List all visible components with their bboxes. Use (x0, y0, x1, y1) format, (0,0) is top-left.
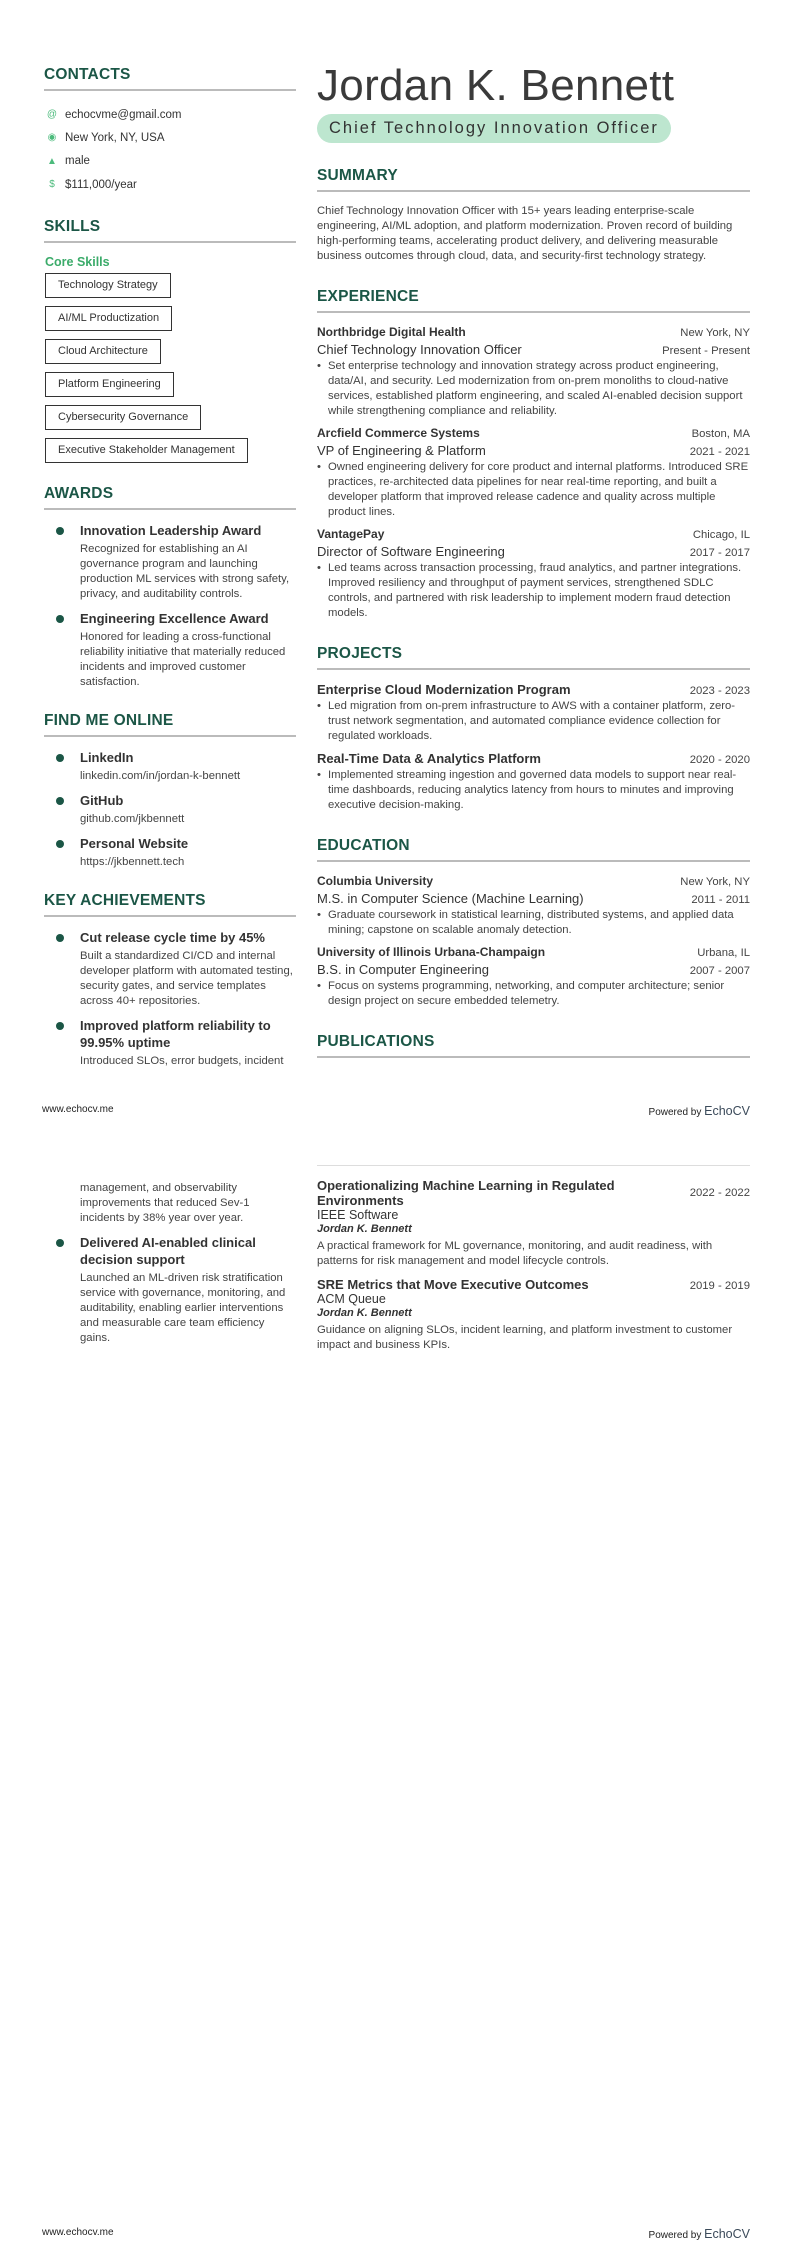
powered-by (649, 2227, 750, 2241)
role: VP of Engineering & Platform (317, 443, 486, 458)
location: Urbana, IL (697, 947, 750, 959)
achievement-desc: Launched an ML-driven risk stratification service with governance, monitoring, and auditability, enabling earlier interventions and measurable care team efficiency gains. (80, 1272, 286, 1344)
dates: 2022 - 2022 (689, 1187, 750, 1199)
skill-tag: Technology Strategy (45, 273, 171, 298)
location: New York, NY (680, 327, 750, 339)
bullet: • Implemented streaming ingestion and governed data models to support near real-time dashboards, reducing analytics latency from hours to minutes and improving executive decision-making. (317, 768, 750, 813)
online-section (44, 712, 296, 870)
skills-section (44, 218, 296, 463)
skill-tag: Cybersecurity Governance (45, 405, 201, 430)
dates: 2021 - 2021 (689, 446, 750, 458)
section-heading: CONTACTS (44, 66, 296, 91)
achievement-title: Cut release cycle time by 45% (80, 930, 265, 946)
venue: ACM Queue (317, 1292, 386, 1306)
section-heading: SKILLS (44, 218, 296, 243)
skill-tag: Executive Stakeholder Management (45, 438, 248, 463)
online-title: Personal Website (80, 836, 189, 852)
publications-section (317, 1033, 750, 1058)
author: Jordan K. Bennett (317, 1223, 412, 1235)
achievements-section (44, 892, 296, 1069)
section-heading: SUMMARY (317, 167, 750, 192)
github-link[interactable]: github.com/jkbennett (80, 813, 185, 826)
publication-title: SRE Metrics that Move Executive Outcomes (317, 1277, 589, 1292)
publication-entry (317, 1277, 750, 1353)
right-column (317, 62, 750, 1070)
bullet-dot-icon (56, 1239, 64, 1247)
summary-section (317, 167, 750, 264)
job-title-badge: Chief Technology Innovation Officer (317, 114, 671, 143)
location: Chicago, IL (692, 529, 750, 541)
powered-label: Powered by (648, 1107, 702, 1118)
brand-link[interactable]: EchoCV (704, 1104, 750, 1118)
footer-site-link[interactable]: www.echocv.me (42, 2227, 114, 2238)
location-text: New York, NY, USA (65, 131, 165, 144)
dates: 2019 - 2019 (689, 1280, 750, 1292)
person-icon: ▲ (47, 155, 57, 167)
dates: 2017 - 2017 (689, 547, 750, 559)
contact-location (44, 126, 296, 149)
contact-gender (44, 150, 296, 173)
award-item (44, 522, 296, 602)
email-link[interactable]: echocvme@gmail.com (65, 108, 182, 121)
section-heading: FIND ME ONLINE (44, 712, 296, 737)
linkedin-link[interactable]: linkedin.com/in/jordan-k-bennett (80, 770, 241, 783)
company: Northbridge Digital Health (317, 325, 466, 339)
award-title: Engineering Excellence Award (80, 611, 269, 627)
online-title: GitHub (80, 793, 124, 809)
degree: M.S. in Computer Science (Machine Learning) (317, 891, 584, 906)
project-title: Enterprise Cloud Modernization Program (317, 682, 571, 697)
right-column (317, 1165, 750, 1361)
achievement-desc: Introduced SLOs, error budgets, incident (80, 1055, 284, 1068)
online-title: LinkedIn (80, 750, 134, 766)
publication-entry (317, 1178, 750, 1269)
education-entry (317, 945, 750, 1009)
gender-text: male (65, 155, 90, 168)
left-column (44, 1178, 296, 1354)
dates: 2011 - 2011 (691, 894, 750, 906)
education-section (317, 837, 750, 1009)
school: Columbia University (317, 874, 434, 888)
school: University of Illinois Urbana-Champaign (317, 945, 546, 959)
section-heading: PUBLICATIONS (317, 1033, 750, 1058)
awards-section (44, 485, 296, 690)
degree: B.S. in Computer Engineering (317, 962, 489, 977)
publication-desc: Guidance on aligning SLOs, incident learning, and platform investment to customer impact and business KPIs. (317, 1324, 733, 1351)
skill-tag: Platform Engineering (45, 372, 174, 397)
bullet-dot-icon (56, 840, 64, 848)
location: Boston, MA (691, 428, 750, 440)
contact-email (44, 103, 296, 126)
achievement-desc: Built a standardized CI/CD and internal developer platform with automated testing, security gates, and service templates across 40+ repositories. (80, 950, 293, 1008)
page-footer (42, 2227, 750, 2241)
award-title: Innovation Leadership Award (80, 523, 262, 539)
education-entry (317, 874, 750, 938)
contacts-section (44, 66, 296, 196)
divider (317, 1165, 750, 1166)
location-pin-icon: ◉ (47, 132, 57, 144)
experience-entry (317, 527, 750, 621)
location: New York, NY (680, 876, 750, 888)
award-item (44, 610, 296, 690)
project-entry (317, 682, 750, 744)
at-icon: @ (46, 109, 58, 121)
contact-salary (44, 173, 296, 196)
achievement-title: Delivered AI-enabled clinical decision support (80, 1235, 256, 1267)
website-link[interactable]: https://jkbennett.tech (80, 856, 185, 869)
company: VantagePay (317, 527, 385, 541)
achievement-item (44, 1234, 296, 1346)
author: Jordan K. Bennett (317, 1307, 412, 1319)
bullet: • Set enterprise technology and innovation strategy across product engineering, data/AI, and security. Led modernization from on-prem monoliths to cloud-native services, established platform engineering, and scaled AI-enabled decision support while strengthening compliance and reliability. (317, 359, 750, 419)
project-title: Real-Time Data & Analytics Platform (317, 751, 541, 766)
salary-text: $111,000/year (65, 178, 137, 191)
dollar-icon: $ (49, 179, 55, 191)
skill-tag: AI/ML Productization (45, 306, 172, 331)
brand-link[interactable]: EchoCV (704, 2227, 750, 2241)
online-item (44, 835, 296, 870)
projects-section (317, 645, 750, 813)
dates: 2023 - 2023 (689, 685, 750, 697)
dates: 2020 - 2020 (689, 754, 750, 766)
footer-site-link[interactable]: www.echocv.me (42, 1104, 114, 1115)
role: Chief Technology Innovation Officer (317, 342, 522, 357)
left-column (44, 66, 296, 1077)
summary-text: Chief Technology Innovation Officer with 15+ years leading enterprise-scale engineering, AI/ML adoption, and platform modernization. Proven record of building high-performing teams, accelerating product delivery, and delivering measurable business outcomes through cloud, data, and security-first technology strategy. (317, 205, 733, 262)
candidate-name: Jordan K. Bennett (317, 61, 675, 110)
skills-subheading: Core Skills (45, 255, 110, 270)
resume-page-2 (0, 1123, 794, 2246)
bullet-dot-icon (56, 615, 64, 623)
bullet: • Led teams across transaction processing, fraud analytics, and partner integrations. Improved resiliency and throughput of payment services, strengthened SDLC controls, and partnered with risk leadership to implement modern fraud detection models. (317, 561, 750, 621)
skill-tag: Cloud Architecture (45, 339, 161, 364)
bullet: • Graduate coursework in statistical learning, distributed systems, and applied data mining; capstone on scalable anomaly detection. (317, 908, 750, 938)
section-heading: KEY ACHIEVEMENTS (44, 892, 296, 917)
section-heading: PROJECTS (317, 645, 750, 670)
achievement-item (44, 1017, 296, 1069)
publication-title: Operationalizing Machine Learning in Regulated Environments (317, 1178, 615, 1208)
online-item (44, 792, 296, 827)
section-heading: AWARDS (44, 485, 296, 510)
achievement-desc: management, and observability improvements that reduced Sev-1 incidents by 38% year over year. (80, 1182, 250, 1224)
dates: Present - Present (662, 345, 750, 357)
bullet-dot-icon (56, 754, 64, 762)
powered-label: Powered by (648, 2230, 702, 2241)
dates: 2007 - 2007 (689, 965, 750, 977)
section-heading: EDUCATION (317, 837, 750, 862)
bullet-dot-icon (56, 797, 64, 805)
experience-section (317, 288, 750, 621)
achievement-title: Improved platform reliability to 99.95% uptime (80, 1018, 271, 1051)
award-desc: Recognized for establishing an AI governance program and launching production ML services with strong safety, privacy, and auditability controls. (80, 543, 290, 601)
bullet-dot-icon (56, 527, 64, 535)
role: Director of Software Engineering (317, 544, 505, 559)
bullet-dot-icon (56, 934, 64, 942)
section-heading: EXPERIENCE (317, 288, 750, 313)
achievement-item-continued (44, 1181, 296, 1226)
achievement-item (44, 929, 296, 1009)
project-entry (317, 751, 750, 813)
online-item (44, 749, 296, 784)
venue: IEEE Software (317, 1208, 399, 1222)
company: Arcfield Commerce Systems (317, 426, 480, 440)
bullet: • Focus on systems programming, networking, and computer architecture; senior design project on secure embedded telemetry. (317, 979, 750, 1009)
bullet-dot-icon (56, 1022, 64, 1030)
bullet: • Led migration from on-prem infrastructure to AWS with a container platform, zero-trust network segmentation, and automated compliance evidence collection for regulated workloads. (317, 699, 750, 744)
award-desc: Honored for leading a cross-functional reliability initiative that materially reduced incidents and improved customer satisfaction. (80, 631, 286, 689)
experience-entry (317, 325, 750, 419)
experience-entry (317, 426, 750, 520)
page-footer (42, 1104, 750, 1118)
powered-by (649, 1104, 750, 1118)
bullet: • Owned engineering delivery for core product and internal platforms. Introduced SRE practices, re-architected data pipelines for near real-time reporting, and built a developer platform that improved release cadence and quality across multiple product lines. (317, 460, 750, 520)
publication-desc: A practical framework for ML governance, monitoring, and audit readiness, with patterns for risk management and model lifecycle controls. (317, 1240, 713, 1267)
